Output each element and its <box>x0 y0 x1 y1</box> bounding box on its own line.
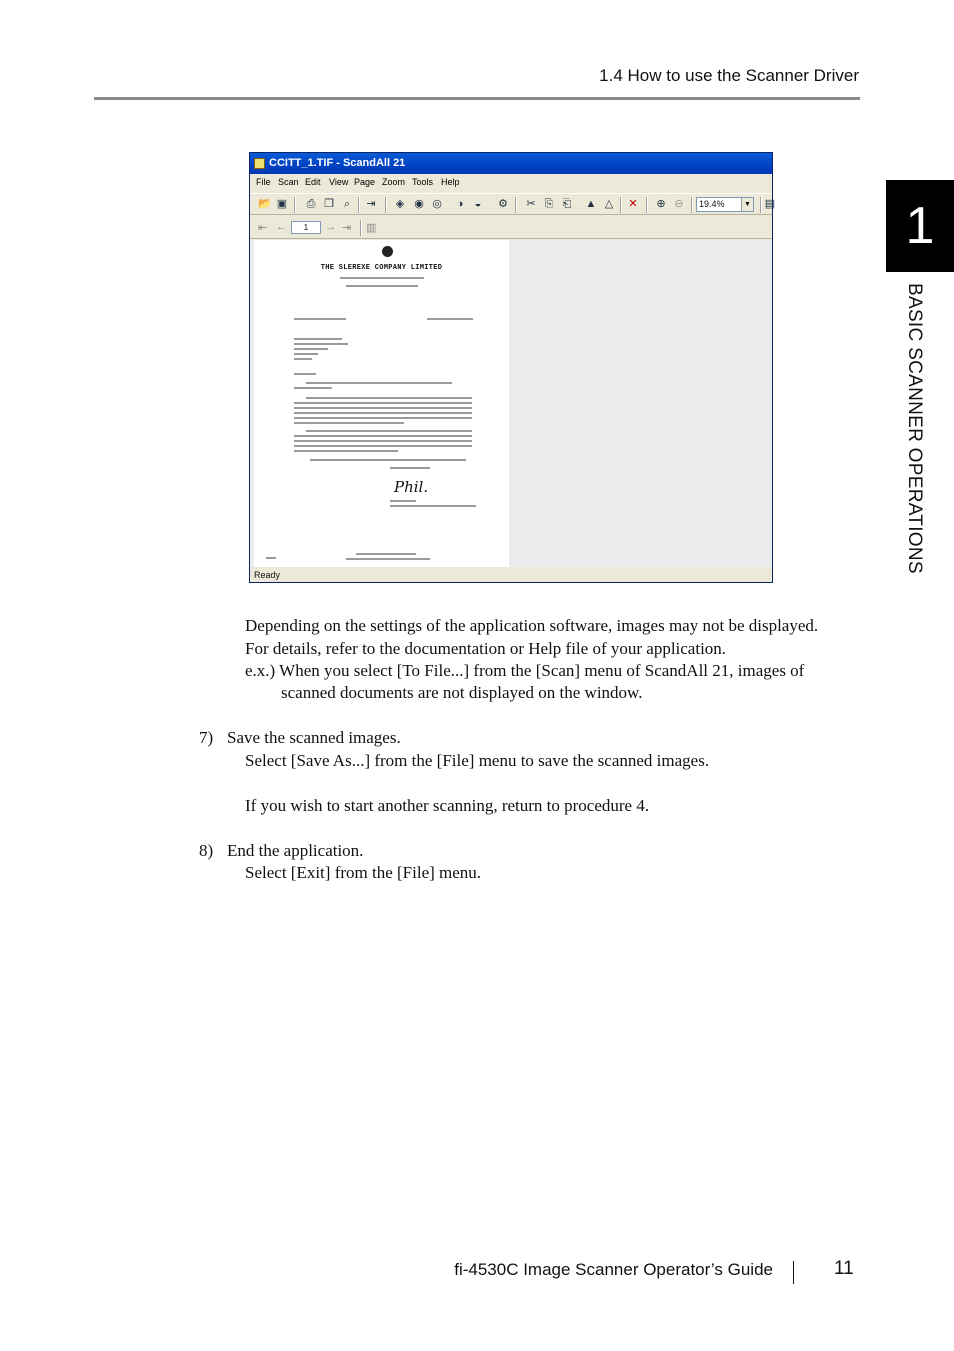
zoom-in-icon[interactable]: ⊕ <box>656 198 666 210</box>
page-number-field[interactable]: 1 <box>291 221 321 234</box>
letter-text-line <box>294 373 316 375</box>
page-number: 11 <box>834 1258 854 1279</box>
menu-tools[interactable]: Tools <box>412 177 434 187</box>
exit-icon[interactable]: ⇥ <box>366 198 376 210</box>
copy-page-icon[interactable]: ❐ <box>324 198 334 210</box>
letter-text-line <box>294 440 472 442</box>
last-page-icon[interactable]: ⇥ <box>342 222 352 234</box>
toolbar-separator <box>294 197 296 213</box>
letter-text-line <box>294 402 472 404</box>
example-line-2: scanned documents are not displayed on the window. <box>281 683 643 702</box>
letter-text-line <box>294 435 472 437</box>
delete-icon[interactable]: ✕ <box>628 198 638 210</box>
save-icon[interactable]: ▣ <box>276 198 288 210</box>
fit-page-icon[interactable]: ▤ <box>764 198 776 210</box>
letter-text-line <box>390 505 476 507</box>
letter-text-line <box>294 348 328 350</box>
letter-text-line <box>294 412 472 414</box>
running-header: 1.4 How to use the Scanner Driver <box>599 66 859 85</box>
flatbed-icon[interactable]: ◒ <box>474 198 482 210</box>
menu-scan[interactable]: Scan <box>278 177 299 187</box>
letter-text-line <box>294 338 342 340</box>
chapter-number-tab: 1 <box>886 180 954 272</box>
status-bar <box>250 568 772 583</box>
cut-icon[interactable]: ✂ <box>526 198 536 210</box>
letter-text-line <box>294 343 348 345</box>
status-text: Ready <box>254 570 281 580</box>
step-8-title: End the application. <box>227 841 364 860</box>
example-line-1: e.x.) When you select [To File...] from the [Scan] menu of ScandAll 21, images of <box>245 661 805 680</box>
scanner-select-icon[interactable]: ⚙ <box>498 198 508 210</box>
next-page-icon[interactable]: → <box>325 221 336 233</box>
zoom-value: 19.4% <box>699 199 725 209</box>
toolbar-separator <box>515 197 517 213</box>
step-7-extra: If you wish to start another scanning, return to procedure 4. <box>245 796 650 815</box>
letter-text-line <box>306 397 472 399</box>
step-8-text: Select [Exit] from the [File] menu. <box>245 863 482 882</box>
copy-icon[interactable]: ⎘ <box>544 198 554 210</box>
rotate-left-icon[interactable]: ▲ <box>585 198 597 210</box>
toolbar-separator <box>691 197 693 213</box>
note-line-1: Depending on the settings of the application software, images may not be displayed. <box>245 616 819 635</box>
step-7-title: Save the scanned images. <box>227 728 401 747</box>
letter-text-line <box>294 318 346 320</box>
letter-text-line <box>294 353 318 355</box>
scanned-page-image <box>254 240 509 567</box>
menu-edit[interactable]: Edit <box>305 177 321 187</box>
letter-text-line <box>294 450 398 452</box>
toolbar-separator <box>385 197 387 213</box>
scandall-window-screenshot <box>249 152 776 583</box>
letter-text-line <box>294 407 472 409</box>
letter-text-line <box>310 459 466 461</box>
footer-guide-title: fi-4530C Image Scanner Operator’s Guide <box>454 1260 773 1279</box>
letter-text-line <box>266 557 276 559</box>
menu-file[interactable]: File <box>256 177 271 187</box>
letter-text-line <box>390 500 416 502</box>
menu-zoom[interactable]: Zoom <box>382 177 406 187</box>
print-icon[interactable]: ⎙ <box>306 198 316 210</box>
step-8-number: 8) <box>199 841 214 860</box>
adf-icon[interactable]: ◑ <box>456 198 464 210</box>
letter-text-line <box>294 422 404 424</box>
window-titlebar <box>250 153 772 174</box>
menu-bar <box>250 175 772 191</box>
company-seal-icon <box>382 246 393 257</box>
main-toolbar <box>250 193 776 215</box>
dropdown-arrow-icon[interactable]: ▼ <box>741 198 753 211</box>
letter-text-line <box>390 467 430 469</box>
toolbar-separator <box>620 197 622 213</box>
app-icon <box>254 158 265 169</box>
letter-text-line <box>346 285 418 287</box>
menu-view[interactable]: View <box>329 177 349 187</box>
open-icon[interactable]: 📂 <box>258 198 272 210</box>
toolbar-separator <box>646 197 648 213</box>
step-7-number: 7) <box>199 728 214 747</box>
letter-text-line <box>340 277 424 279</box>
window-title: CCITT_1.TIF - ScandAll 21 <box>269 157 406 169</box>
toolbar-separator <box>358 197 360 213</box>
scanned-company-name: THE SLEREXE COMPANY LIMITED <box>320 264 443 272</box>
first-page-icon[interactable]: ⇤ <box>258 222 268 234</box>
scan-batch-icon[interactable]: ◎ <box>432 198 442 210</box>
paste-icon[interactable]: ⎗ <box>562 198 572 210</box>
header-rule <box>94 97 860 100</box>
step-7-text: Select [Save As...] from the [File] menu to save the scanned images. <box>245 751 710 770</box>
print-preview-icon[interactable]: ⌕ <box>343 198 351 210</box>
scan-icon[interactable]: ◈ <box>395 198 405 210</box>
letter-text-line <box>306 382 452 384</box>
rotate-right-icon[interactable]: △ <box>604 198 614 210</box>
page-navigation-bar <box>250 217 772 239</box>
zoom-out-icon[interactable]: ⊖ <box>674 198 684 210</box>
note-line-2: For details, refer to the documentation or Help file of your application. <box>245 639 727 658</box>
toolbar-separator <box>760 197 762 213</box>
letter-text-line <box>346 558 430 560</box>
letter-text-line <box>294 358 312 360</box>
letter-text-line <box>356 553 416 555</box>
letter-text-line <box>294 445 472 447</box>
letter-text-line <box>306 430 472 432</box>
toolbar-separator <box>360 220 362 236</box>
footer-divider <box>793 1261 794 1284</box>
chapter-side-title: BASIC SCANNER OPERATIONS <box>904 283 925 574</box>
image-viewport[interactable] <box>250 240 772 567</box>
letter-text-line <box>427 318 473 320</box>
zoom-select[interactable] <box>696 197 754 212</box>
page-view-icon[interactable]: ▥ <box>366 222 377 234</box>
letter-text-line <box>294 417 472 419</box>
scanned-signature: Phil. <box>394 478 429 496</box>
menu-page[interactable]: Page <box>354 177 376 187</box>
letter-text-line <box>294 387 332 389</box>
scan-settings-icon[interactable]: ◉ <box>414 198 424 210</box>
previous-page-icon[interactable]: ← <box>276 221 287 233</box>
menu-help[interactable]: Help <box>441 177 460 187</box>
